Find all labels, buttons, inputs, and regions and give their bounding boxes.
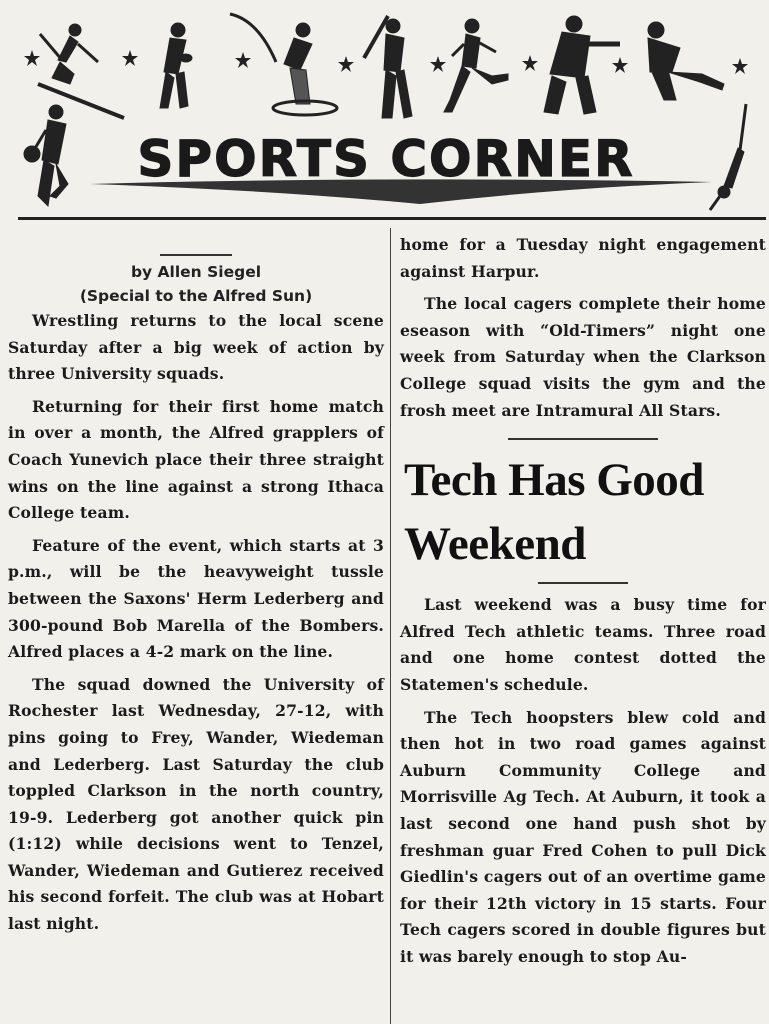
article-paragraph: Last weekend was a busy time for Alfred Tech athletic teams. Three road and one home contest dotted the Statemen's schedule. xyxy=(400,595,766,694)
masthead-rule xyxy=(18,217,766,220)
column-divider xyxy=(390,228,391,1024)
star-icon xyxy=(732,58,748,74)
skier-figure xyxy=(38,24,124,118)
continued-paragraph: home for a Tuesday night engagement against Harpur. xyxy=(400,235,766,281)
basketball-player-figure xyxy=(24,105,68,206)
star-icon xyxy=(430,56,446,72)
star-icon xyxy=(24,50,40,66)
batter-figure xyxy=(364,16,412,118)
masthead-title: SPORTS CORNER xyxy=(137,130,635,188)
article-paragraph: The Tech hoopsters blew cold and then hot in two road games against Auburn Community College and Morrisville Ag Tech. At Auburn, it took a last second one hand push shot by freshman guar Fred Cohen to pull Dick Giedlin's cagers out of an overtime game for their 12th victory in 15 starts. Four Tech cagers scored in double figures but it was barely enough to stop Au- xyxy=(400,707,766,966)
byline-author: by Allen Siegel xyxy=(130,263,262,281)
headline: Tech Has Good Weekend xyxy=(404,454,704,571)
left-column xyxy=(8,232,384,944)
star-icon xyxy=(122,50,138,66)
section-rule xyxy=(508,438,658,440)
star-icon xyxy=(338,56,354,72)
continued-paragraph: The local cagers complete their home eseason with “Old-Timers” night one week from Saturday when the Clarkson College squad visits the gym and the frosh meet are Intramural All Stars. xyxy=(400,294,766,420)
article-paragraph: The squad downed the University of Rochester last Wednesday, 27-12, with pins going to Frey, Wander, Wiedeman and Lederberg. Last Saturday the club toppled Clarkson in the north country, 19-9. Lederberg got another quick pin (1:12) while decisions went to Tenzel, Wander, Wiedeman and Gutierez received his second forfeit. The club was at Hobart last night. xyxy=(8,674,384,934)
right-column xyxy=(400,232,766,976)
masthead xyxy=(0,0,769,228)
article-paragraph: Wrestling returns to the local scene Saturday after a big week of action by three University squads. xyxy=(8,311,384,384)
runner-figure xyxy=(444,19,508,112)
hockey-player-figure xyxy=(544,16,620,114)
byline-note: (Special to the Alfred Sun) xyxy=(79,287,313,305)
diver-figure xyxy=(710,104,746,210)
star-icon xyxy=(235,52,251,68)
football-player-figure xyxy=(160,23,192,108)
star-icon xyxy=(612,57,628,73)
headline-rule xyxy=(538,582,628,584)
article-paragraph: Returning for their first home match in over a month, the Alfred grapplers of Coach Yunevich place their three straight wins on the line against a strong Ithaca College team. xyxy=(8,396,384,523)
star-icon xyxy=(522,55,538,71)
wrestler-figure xyxy=(648,22,724,100)
article-paragraph: Feature of the event, which starts at 3 p.m., will be the heavyweight tussle between the Saxons' Herm Lederberg and 300-pound Bob Marella of the Bombers. Alfred places a 4-2 mark on the line. xyxy=(8,535,384,662)
masthead-art xyxy=(0,0,769,228)
byline-rule xyxy=(160,254,232,256)
